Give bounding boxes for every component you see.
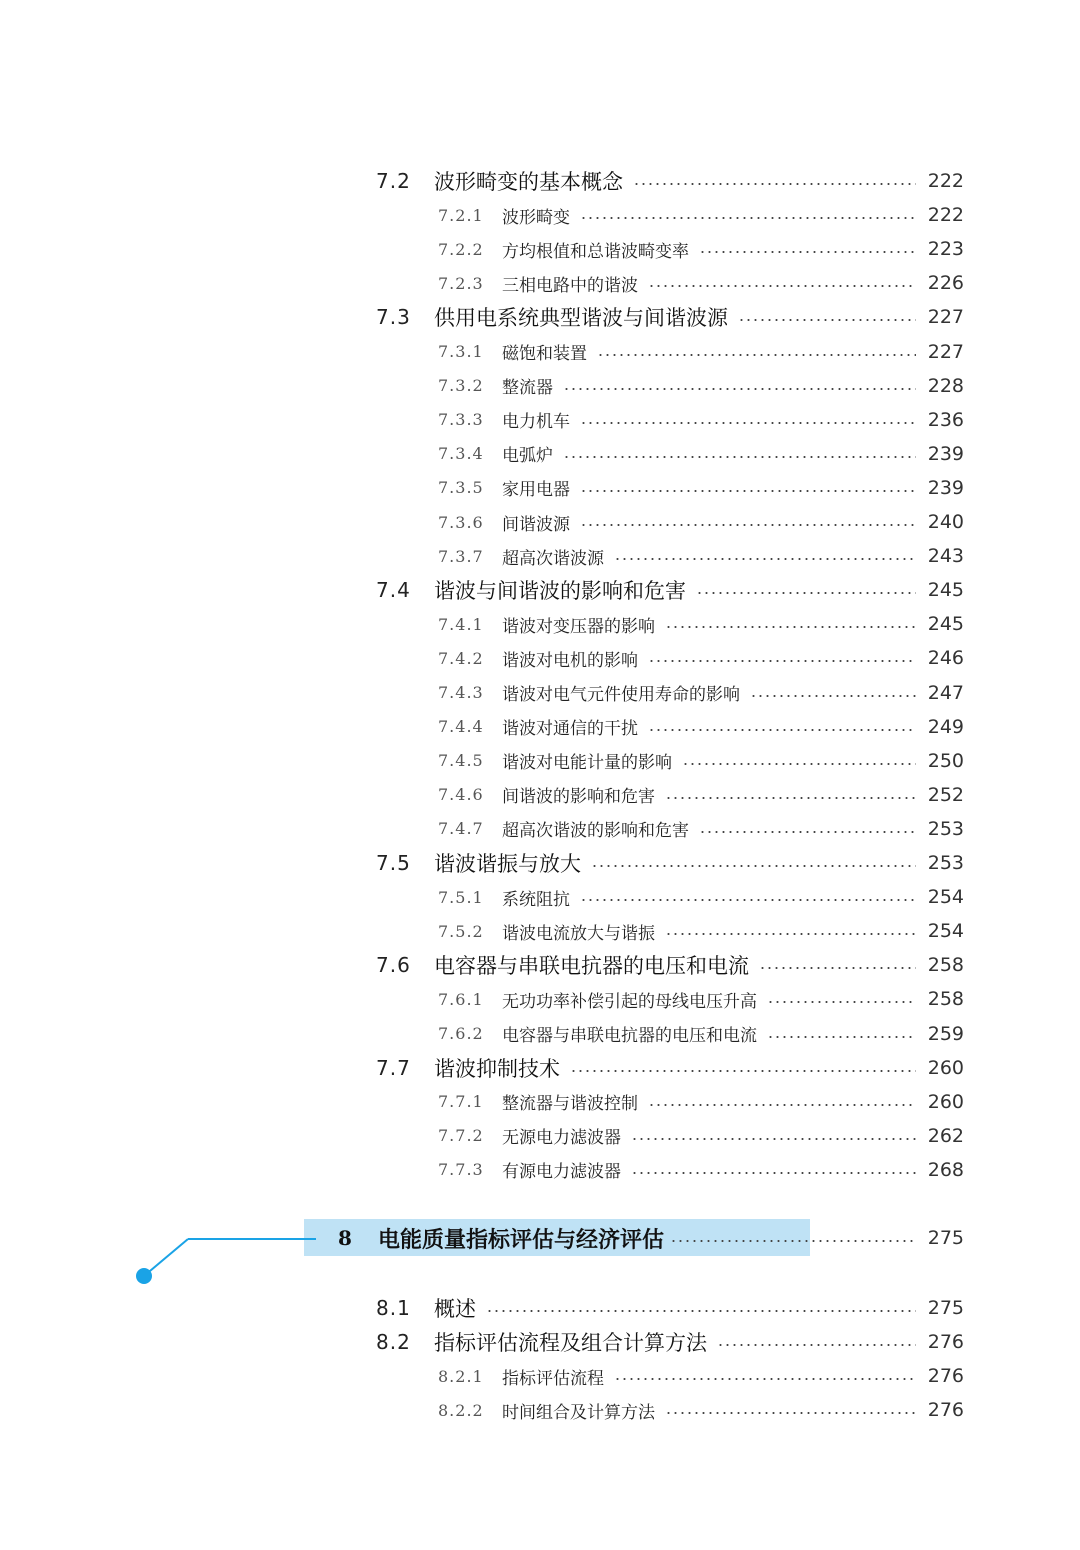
entry-number: 7.4.3 (438, 683, 484, 702)
entry-number: 7.4.5 (438, 751, 484, 771)
toc-subsection-entry[interactable] (438, 1395, 964, 1425)
entry-title: 谐波与间谐波的影响和危害 (434, 579, 686, 604)
chapter-title: 电能质量指标评估与经济评估 (378, 1227, 665, 1253)
entry-page-number: 260 (927, 1090, 964, 1113)
toc-subsection-entry[interactable] (438, 200, 964, 230)
entry-title: 谐波电流放大与谐振 (502, 923, 655, 944)
toc-section-entry[interactable] (376, 950, 964, 980)
dot-leader (665, 1412, 916, 1414)
entry-page-number: 276 (927, 1331, 964, 1354)
entry-title: 超高次谐波的影响和危害 (502, 821, 689, 842)
entry-title: 电弧炉 (502, 446, 553, 467)
toc-subsection-entry[interactable] (438, 916, 964, 946)
entry-number: 7.3.1 (438, 342, 484, 361)
entry-title: 波形畸变 (502, 207, 570, 228)
entry-title: 超高次谐波源 (502, 548, 604, 569)
entry-page-number: 223 (927, 238, 964, 261)
toc-section-entry[interactable] (376, 302, 964, 332)
toc-subsection-entry[interactable] (438, 814, 964, 844)
toc-section-entry[interactable] (376, 1293, 964, 1323)
toc-subsection-entry[interactable] (438, 780, 964, 810)
dot-leader (767, 1036, 916, 1038)
entry-number: 7.7.1 (438, 1092, 484, 1112)
entry-page-number: 260 (927, 1056, 964, 1079)
dot-leader (699, 251, 916, 253)
entry-number: 7.3.7 (438, 546, 484, 566)
entry-page-number: 262 (927, 1124, 964, 1147)
entry-number: 7.4.2 (438, 648, 484, 668)
entry-number: 7.2.1 (438, 205, 484, 225)
entry-title: 方均根值和总谐波畸变率 (502, 241, 689, 262)
toc-section-entry[interactable] (376, 1053, 964, 1083)
dot-leader (631, 1172, 916, 1174)
entry-number: 7.2.3 (438, 273, 484, 293)
entry-number: 7.4.7 (438, 819, 484, 839)
entry-number: 7.2.2 (438, 239, 484, 259)
entry-page-number: 253 (927, 817, 964, 840)
entry-page-number: 254 (927, 920, 964, 943)
entry-number: 7.6 (376, 953, 411, 978)
entry-title: 电力机车 (502, 412, 570, 433)
entry-page-number: 249 (927, 715, 964, 738)
toc-subsection-entry[interactable] (438, 507, 964, 537)
entry-title: 整流器与谐波控制 (502, 1094, 638, 1115)
dot-leader (682, 763, 916, 765)
entry-title: 谐波对通信的干扰 (502, 719, 638, 740)
toc-subsection-entry[interactable] (438, 541, 964, 571)
dot-leader (750, 695, 916, 697)
dot-leader (665, 626, 916, 628)
entry-title: 系统阻抗 (502, 889, 570, 910)
entry-title: 谐波抑制技术 (434, 1056, 560, 1081)
entry-title: 供用电系统典型谐波与间谐波源 (434, 306, 728, 331)
dot-leader (563, 456, 916, 458)
toc-section-entry[interactable] (376, 575, 964, 605)
entry-title: 无功功率补偿引起的母线电压升高 (502, 991, 757, 1012)
entry-page-number: 243 (927, 545, 964, 568)
chapter-number: 8 (338, 1226, 352, 1250)
entry-page-number: 240 (927, 511, 964, 533)
dot-leader (665, 933, 916, 935)
entry-page-number: 268 (927, 1158, 964, 1181)
entry-page-number: 254 (927, 886, 964, 909)
entry-title: 指标评估流程及组合计算方法 (434, 1331, 707, 1356)
entry-title: 三相电路中的谐波 (502, 275, 638, 296)
toc-subsection-entry[interactable] (438, 234, 964, 264)
toc-section-entry[interactable] (376, 1327, 964, 1357)
dot-leader (696, 592, 916, 594)
entry-number: 7.3.3 (438, 410, 484, 430)
toc-subsection-entry[interactable] (438, 473, 964, 503)
entry-number: 7.6.1 (438, 989, 484, 1009)
toc-subsection-entry[interactable] (438, 1155, 964, 1185)
entry-page-number: 239 (927, 476, 964, 499)
entry-number: 7.3.5 (438, 478, 484, 498)
entry-title: 电容器与串联电抗器的电压和电流 (502, 1026, 757, 1046)
dot-leader (614, 1378, 916, 1380)
toc-subsection-entry[interactable] (438, 405, 964, 435)
entry-number: 7.7.2 (438, 1126, 484, 1146)
entry-title: 间谐波的影响和危害 (502, 787, 655, 808)
entry-number: 7.3.6 (438, 512, 484, 532)
entry-page-number: 227 (927, 340, 964, 363)
toc-section-entry[interactable] (376, 848, 964, 878)
dot-leader (486, 1310, 916, 1312)
entry-title: 电容器与串联电抗器的电压和电流 (434, 954, 749, 979)
chapter-marker-icon (130, 1228, 330, 1288)
toc-subsection-entry[interactable] (438, 678, 964, 708)
entry-page-number: 245 (927, 579, 964, 602)
entry-number: 7.6.2 (438, 1024, 484, 1043)
entry-page-number: 276 (927, 1399, 964, 1422)
entry-page-number: 250 (927, 749, 964, 772)
toc-subsection-entry[interactable] (438, 882, 964, 912)
toc-subsection-entry[interactable] (438, 712, 964, 742)
entry-title: 谐波对电机的影响 (502, 650, 638, 671)
dot-leader (580, 899, 916, 901)
entry-page-number: 253 (927, 852, 964, 874)
entry-number: 7.4.1 (438, 614, 484, 634)
entry-page-number: 245 (927, 613, 964, 636)
entry-page-number: 226 (927, 272, 964, 295)
entry-page-number: 239 (927, 442, 964, 465)
entry-title: 间谐波源 (502, 514, 570, 535)
entry-title: 谐波对电能计量的影响 (502, 753, 672, 774)
entry-number: 7.5.2 (438, 921, 484, 941)
entry-number: 8.2.2 (438, 1400, 484, 1420)
entry-number: 7.3 (376, 305, 411, 330)
dot-leader (648, 1104, 916, 1106)
toc-subsection-entry[interactable] (438, 1019, 964, 1049)
toc-subsection-entry[interactable] (438, 268, 964, 298)
entry-number: 7.7 (376, 1055, 411, 1080)
dot-leader (631, 1138, 916, 1140)
toc-subsection-entry[interactable] (438, 643, 964, 673)
dot-leader (633, 183, 916, 185)
dot-leader (648, 285, 916, 287)
entry-number: 7.4.4 (438, 717, 484, 737)
entry-number: 7.4 (376, 578, 411, 603)
toc-subsection-entry[interactable] (438, 746, 964, 776)
toc-subsection-entry[interactable] (438, 984, 964, 1014)
entry-page-number: 247 (927, 681, 964, 704)
dot-leader (759, 967, 916, 969)
entry-number: 8.2.1 (438, 1366, 484, 1386)
dot-leader (665, 797, 916, 799)
entry-number: 7.5.1 (438, 887, 484, 907)
entry-title: 磁饱和装置 (502, 344, 587, 364)
toc-subsection-entry[interactable] (438, 1121, 964, 1151)
dot-leader (648, 729, 916, 731)
entry-page-number: 258 (927, 988, 964, 1011)
entry-page-number: 228 (927, 374, 964, 397)
entry-title: 谐波谐振与放大 (434, 852, 581, 876)
entry-number: 7.7.3 (438, 1160, 484, 1180)
dot-leader (648, 660, 916, 662)
dot-leader (670, 1240, 916, 1242)
entry-number: 8.2 (376, 1330, 411, 1355)
entry-title: 家用电器 (502, 480, 570, 501)
entry-page-number: 222 (927, 170, 964, 192)
dot-leader (570, 1070, 916, 1072)
entry-title: 概述 (434, 1297, 476, 1321)
dot-leader (717, 1344, 916, 1346)
entry-page-number: 259 (927, 1022, 964, 1045)
toc-section-entry[interactable] (376, 166, 964, 196)
entry-title: 无源电力滤波器 (502, 1128, 621, 1149)
dot-leader (699, 831, 916, 833)
entry-number: 8.1 (376, 1296, 411, 1320)
entry-title: 波形畸变的基本概念 (434, 170, 623, 194)
dot-leader (767, 1001, 916, 1003)
entry-title: 时间组合及计算方法 (502, 1402, 655, 1423)
entry-page-number: 227 (927, 306, 964, 329)
chapter-8-heading[interactable] (338, 1222, 964, 1254)
dot-leader (563, 388, 916, 390)
entry-title: 谐波对电气元件使用寿命的影响 (502, 685, 740, 705)
entry-page-number: 246 (927, 647, 964, 670)
entry-number: 7.4.6 (438, 785, 484, 805)
entry-page-number: 236 (927, 408, 964, 431)
entry-title: 谐波对变压器的影响 (502, 616, 655, 637)
dot-leader (614, 558, 916, 560)
dot-leader (580, 490, 916, 492)
entry-page-number: 258 (927, 954, 964, 977)
toc-subsection-entry[interactable] (438, 371, 964, 401)
dot-leader (580, 422, 916, 424)
entry-number: 7.5 (376, 851, 411, 875)
entry-title: 整流器 (502, 378, 553, 399)
entry-page-number: 275 (927, 1297, 964, 1319)
dot-leader (597, 354, 916, 356)
toc-subsection-entry[interactable] (438, 337, 964, 367)
chapter-page-number: 275 (927, 1227, 964, 1249)
toc-subsection-entry[interactable] (438, 609, 964, 639)
entry-title: 有源电力滤波器 (502, 1162, 621, 1183)
entry-title: 指标评估流程 (502, 1368, 604, 1389)
entry-page-number: 222 (927, 204, 964, 227)
entry-number: 7.2 (376, 169, 411, 193)
dot-leader (738, 319, 916, 321)
toc-subsection-entry[interactable] (438, 439, 964, 469)
dot-leader (580, 217, 916, 219)
toc-subsection-entry[interactable] (438, 1087, 964, 1117)
dot-leader (580, 524, 916, 526)
entry-number: 7.3.2 (438, 376, 484, 396)
entry-page-number: 252 (927, 783, 964, 806)
entry-page-number: 276 (927, 1365, 964, 1388)
toc-subsection-entry[interactable] (438, 1361, 964, 1391)
entry-number: 7.3.4 (438, 444, 484, 464)
dot-leader (591, 865, 916, 867)
